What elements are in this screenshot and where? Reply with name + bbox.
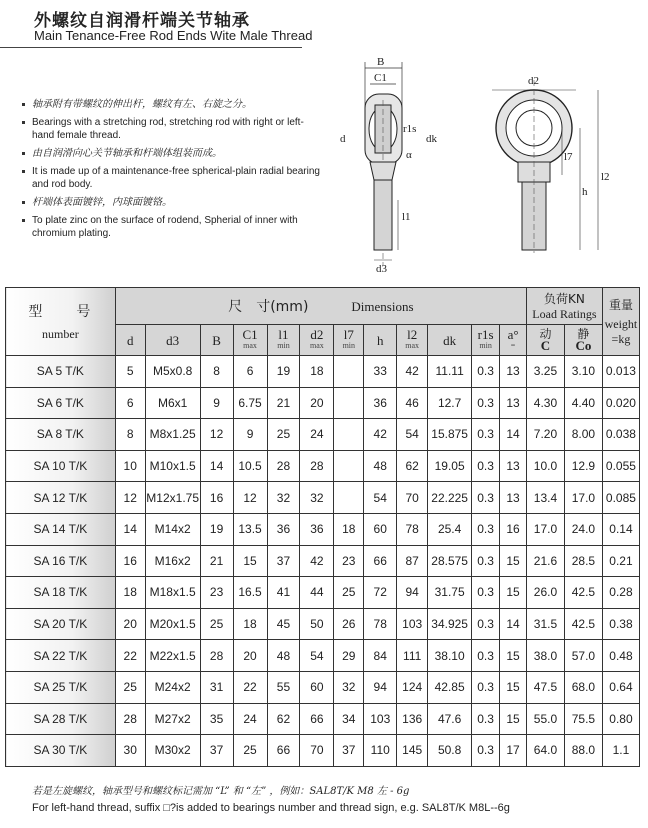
column-main: d3 [166,332,180,348]
cell: 0.3 [472,671,500,703]
weight-header-en: weight [604,317,638,331]
column-sub: max [310,341,324,350]
column-main: d [126,332,134,348]
cell: 29 [334,640,364,672]
cell: 26 [334,608,364,640]
title-chinese: 外螺纹自润滑杆端关节轴承 [34,11,250,31]
bearing-number: SA 30 T/K [6,735,116,767]
cell: 17.0 [527,513,565,545]
cell: 19 [200,513,233,545]
label-C1: C1 [374,72,387,84]
weight-header-unit: =kg [611,332,631,346]
title-divider [0,47,302,48]
column-header-b [200,325,233,356]
column-sub: min [277,341,290,350]
cell: 15 [233,545,267,577]
table-row [6,703,640,735]
cell: 31.5 [527,608,565,640]
cell: 4.30 [527,387,565,419]
cell: 78 [397,513,428,545]
cell: 94 [364,671,397,703]
cell: 103 [397,608,428,640]
cell: 24 [233,703,267,735]
cell: 0.085 [602,482,639,514]
cell: 11.11 [428,356,472,388]
column-main: C1 [242,327,258,342]
cell: 28 [115,703,145,735]
label-l2: l2 [601,171,610,183]
column-header-h [364,325,397,356]
cell: 24 [300,419,334,451]
cell: 0.055 [602,450,639,482]
cell: 18 [233,608,267,640]
table-row [6,419,640,451]
cell: 9 [200,387,233,419]
column-header-c1 [233,325,267,356]
cell: 23 [200,577,233,609]
cell: 35 [200,703,233,735]
cell: 54 [300,640,334,672]
cell: 15 [500,671,527,703]
cell: 44 [300,577,334,609]
cell: 72 [364,577,397,609]
cell: 94 [397,577,428,609]
label-dk: dk [426,133,437,145]
cell: 36 [364,387,397,419]
column-header-r1s [472,325,500,356]
cell: 15 [500,577,527,609]
cell: 124 [397,671,428,703]
cell: 21 [200,545,233,577]
number-header-cn: 型 号 [28,304,93,320]
bearing-number: SA 12 T/K [6,482,116,514]
cell: 20 [233,640,267,672]
number-header [6,288,116,356]
cell: 14 [500,419,527,451]
cell: 111 [397,640,428,672]
load-header-en: Load Ratings [532,307,597,321]
column-header-d2 [300,325,334,356]
column-header-l1 [267,325,300,356]
cell: 22.225 [428,482,472,514]
cell: 64.0 [527,735,565,767]
dimensions-header-cn: 尺 寸(mm) [228,299,309,315]
column-header-d [115,325,145,356]
cell: 32 [334,671,364,703]
cell: 13.4 [527,482,565,514]
column-sub: max [405,341,420,350]
cell: 0.3 [472,513,500,545]
cell: 23 [334,545,364,577]
cell: 31.75 [428,577,472,609]
cell: 75.5 [564,703,602,735]
column-main: a° [507,327,519,342]
cell: 3.25 [527,356,565,388]
cell: 9 [233,419,267,451]
label-B: B [377,56,385,68]
cell: 14 [200,450,233,482]
cell: 0.28 [602,577,639,609]
cell: 55 [267,671,300,703]
cell: M16x2 [145,545,200,577]
cell: 38.0 [527,640,565,672]
cell: 25.4 [428,513,472,545]
cell: 84 [364,640,397,672]
cell: 4.40 [564,387,602,419]
footnote-english: For left-hand thread, suffix □?is added to bearings number and thread sign, e.g. SAL8T/K M8L--6g [32,802,510,814]
cell: 42 [397,356,428,388]
column-main: C [540,338,551,353]
column-main: B [212,332,221,348]
cell: 36 [300,513,334,545]
cell: 42 [364,419,397,451]
cell: 1.1 [602,735,639,767]
cell: 0.3 [472,419,500,451]
column-sub: 静 [577,327,590,341]
table-row [6,356,640,388]
cell: 48 [364,450,397,482]
cell: 50 [300,608,334,640]
cell: 41 [267,577,300,609]
cell: 62 [267,703,300,735]
cell: 26.0 [527,577,565,609]
cell: 47.6 [428,703,472,735]
cell: 16 [500,513,527,545]
cell: 16 [115,545,145,577]
number-header-en: number [42,327,79,341]
title-english: Main Tenance-Free Rod Ends Wite Male Thread [34,28,313,43]
cell: 20 [115,608,145,640]
cell: 16 [200,482,233,514]
label-l1: l1 [402,211,411,223]
cell: M18x1.5 [145,577,200,609]
cell: 0.64 [602,671,639,703]
cell: 28 [267,450,300,482]
cell: 10.0 [527,450,565,482]
cell: 0.48 [602,640,639,672]
cell: 0.3 [472,640,500,672]
cell: M27x2 [145,703,200,735]
cell: 15 [500,545,527,577]
cell: 13 [500,450,527,482]
cell: 78 [364,608,397,640]
cell: 15 [500,640,527,672]
cell: 5 [115,356,145,388]
cell: 14 [115,513,145,545]
cell: 60 [300,671,334,703]
column-header-l7 [334,325,364,356]
cell: 8 [115,419,145,451]
cell: 0.3 [472,450,500,482]
label-alpha: α [406,149,412,161]
cell: 14 [500,608,527,640]
cell: 34 [334,703,364,735]
cell: 12.7 [428,387,472,419]
cell: 38.10 [428,640,472,672]
cell: 20 [300,387,334,419]
rod-end-section-diagram [330,50,440,272]
cell: 0.14 [602,513,639,545]
cell: 37 [334,735,364,767]
cell: M20x1.5 [145,608,200,640]
cell: 0.3 [472,735,500,767]
bearing-number: SA 5 T/K [6,356,116,388]
cell: M14x2 [145,513,200,545]
cell: 37 [267,545,300,577]
cell: 3.10 [564,356,602,388]
cell: 13 [500,387,527,419]
cell: 48 [267,640,300,672]
cell: 0.020 [602,387,639,419]
cell: 0.21 [602,545,639,577]
cell: 0.3 [472,577,500,609]
bearing-number: SA 25 T/K [6,671,116,703]
rod-end-front-diagram [480,70,620,255]
cell: 60 [364,513,397,545]
cell: 87 [397,545,428,577]
feature-list [22,98,322,245]
cell: 110 [364,735,397,767]
footnote-chinese: 若是左旋螺纹，轴承型号和螺纹标记需加 “L” 和 “左” ，例如：SAL8T/K M8 左 - 6g [32,786,410,797]
cell: 17 [500,735,527,767]
cell: 33 [364,356,397,388]
cell: 34.925 [428,608,472,640]
cell: 28 [300,450,334,482]
bearing-number: SA 20 T/K [6,608,116,640]
cell: 0.38 [602,608,639,640]
cell: 37 [200,735,233,767]
cell [334,450,364,482]
cell: 68.0 [564,671,602,703]
cell: 0.3 [472,387,500,419]
column-main: dk [443,332,457,348]
cell: 13 [500,356,527,388]
cell: M12x1.75 [145,482,200,514]
cell: 18 [115,577,145,609]
column-header-a [500,325,527,356]
cell: 21.6 [527,545,565,577]
table-row [6,735,640,767]
column-sub: max [243,341,257,350]
column-main: r1s [477,327,494,342]
label-d: d [340,133,346,145]
cell: 17.0 [564,482,602,514]
cell: 0.3 [472,703,500,735]
cell: 10 [115,450,145,482]
cell: 88.0 [564,735,602,767]
table-row [6,450,640,482]
load-ratings-header [527,288,603,325]
cell: 19.05 [428,450,472,482]
feature-en-1: Bearings with a stretching rod, stretching rod with right or left-hand female thread. [22,116,322,142]
cell: M5x0.8 [145,356,200,388]
column-sub: = [510,341,516,350]
bearing-number: SA 16 T/K [6,545,116,577]
column-sub: min [479,341,492,350]
dimensions-header [115,288,526,325]
cell: 28.575 [428,545,472,577]
column-main: l2 [407,327,418,342]
cell: 66 [364,545,397,577]
cell: 42.5 [564,577,602,609]
cell: 0.013 [602,356,639,388]
cell [334,387,364,419]
bearing-number: SA 6 T/K [6,387,116,419]
cell: 57.0 [564,640,602,672]
cell: 0.038 [602,419,639,451]
cell: 136 [397,703,428,735]
cell: 31 [200,671,233,703]
cell: 70 [300,735,334,767]
weight-header-cn: 重量 [608,298,633,312]
cell: 28 [200,640,233,672]
cell: 19 [267,356,300,388]
label-d2: d2 [528,75,539,87]
cell: 25 [115,671,145,703]
feature-cn-2: 由自润滑向心关节轴承和杆端体组装而成。 [22,147,322,160]
cell: 12 [115,482,145,514]
weight-header [602,288,639,356]
cell [334,419,364,451]
cell: 15 [500,703,527,735]
cell: 12.9 [564,450,602,482]
cell: 36 [267,513,300,545]
cell: 46 [397,387,428,419]
cell: 25 [233,735,267,767]
cell: 7.20 [527,419,565,451]
column-main: l7 [343,327,354,342]
cell: 66 [300,703,334,735]
cell: 42.5 [564,608,602,640]
load-header-cn: 负荷KN [544,292,585,306]
cell [334,356,364,388]
table-row [6,482,640,514]
feature-en-3: To plate zinc on the surface of rodend, Spherial of inner with chromium plating. [22,214,322,240]
bearing-number: SA 28 T/K [6,703,116,735]
label-d3: d3 [376,263,387,272]
cell: 28.5 [564,545,602,577]
table-row [6,608,640,640]
cell: 12 [233,482,267,514]
column-main: Co [575,338,592,353]
cell: 42 [300,545,334,577]
cell: 15.875 [428,419,472,451]
cell: 24.0 [564,513,602,545]
cell: 22 [115,640,145,672]
cell: 25 [267,419,300,451]
column-header-dk [428,325,472,356]
column-header-co [564,325,602,356]
cell: 6 [233,356,267,388]
cell: M24x2 [145,671,200,703]
column-header-l2 [397,325,428,356]
cell: 0.3 [472,356,500,388]
cell: 45 [267,608,300,640]
cell: 0.80 [602,703,639,735]
bearing-number: SA 10 T/K [6,450,116,482]
cell: 30 [115,735,145,767]
cell: 25 [200,608,233,640]
bearing-number: SA 18 T/K [6,577,116,609]
table-row [6,387,640,419]
cell: M8x1.25 [145,419,200,451]
cell: 55.0 [527,703,565,735]
cell: 12 [200,419,233,451]
label-l7: l7 [564,151,573,163]
cell: 22 [233,671,267,703]
cell: 13.5 [233,513,267,545]
cell: 25 [334,577,364,609]
feature-en-2: It is made up of a maintenance-free spherical-plain radial bearing and rod body. [22,165,322,191]
bearing-number: SA 14 T/K [6,513,116,545]
cell: 145 [397,735,428,767]
cell: 6.75 [233,387,267,419]
label-h: h [582,186,588,198]
cell: M22x1.5 [145,640,200,672]
table-row [6,640,640,672]
table-row [6,671,640,703]
bearing-number: SA 8 T/K [6,419,116,451]
cell: 10.5 [233,450,267,482]
cell: 21 [267,387,300,419]
cell: 18 [300,356,334,388]
dimensions-header-en: Dimensions [351,299,414,314]
cell: 0.3 [472,608,500,640]
cell: M10x1.5 [145,450,200,482]
table-row [6,513,640,545]
cell: 13 [500,482,527,514]
cell: 32 [300,482,334,514]
column-sub: 动 [539,327,552,341]
column-sub: min [342,341,356,350]
label-r1s: r1s [403,123,417,135]
cell: 54 [397,419,428,451]
cell: M30x2 [145,735,200,767]
cell: 54 [364,482,397,514]
cell: 50.8 [428,735,472,767]
table-row [6,577,640,609]
column-main: h [376,332,384,348]
cell: 6 [115,387,145,419]
column-header-c [527,325,565,356]
dimensions-table [5,287,640,767]
feature-cn-3: 杆端体表面镀锌，内球面镀铬。 [22,196,322,209]
column-header-d3 [145,325,200,356]
cell: 0.3 [472,482,500,514]
cell: 8.00 [564,419,602,451]
cell: 62 [397,450,428,482]
feature-cn-1: 轴承附有带螺纹的伸出杆，螺纹有左、右旋之分。 [22,98,322,111]
cell: 42.85 [428,671,472,703]
cell: 47.5 [527,671,565,703]
bearing-number: SA 22 T/K [6,640,116,672]
cell: 32 [267,482,300,514]
cell: 103 [364,703,397,735]
cell: M6x1 [145,387,200,419]
column-main: l1 [278,327,289,342]
column-main: d2 [310,327,324,342]
cell: 70 [397,482,428,514]
cell: 18 [334,513,364,545]
table-row [6,545,640,577]
cell: 16.5 [233,577,267,609]
cell: 8 [200,356,233,388]
cell: 0.3 [472,545,500,577]
cell [334,482,364,514]
cell: 66 [267,735,300,767]
